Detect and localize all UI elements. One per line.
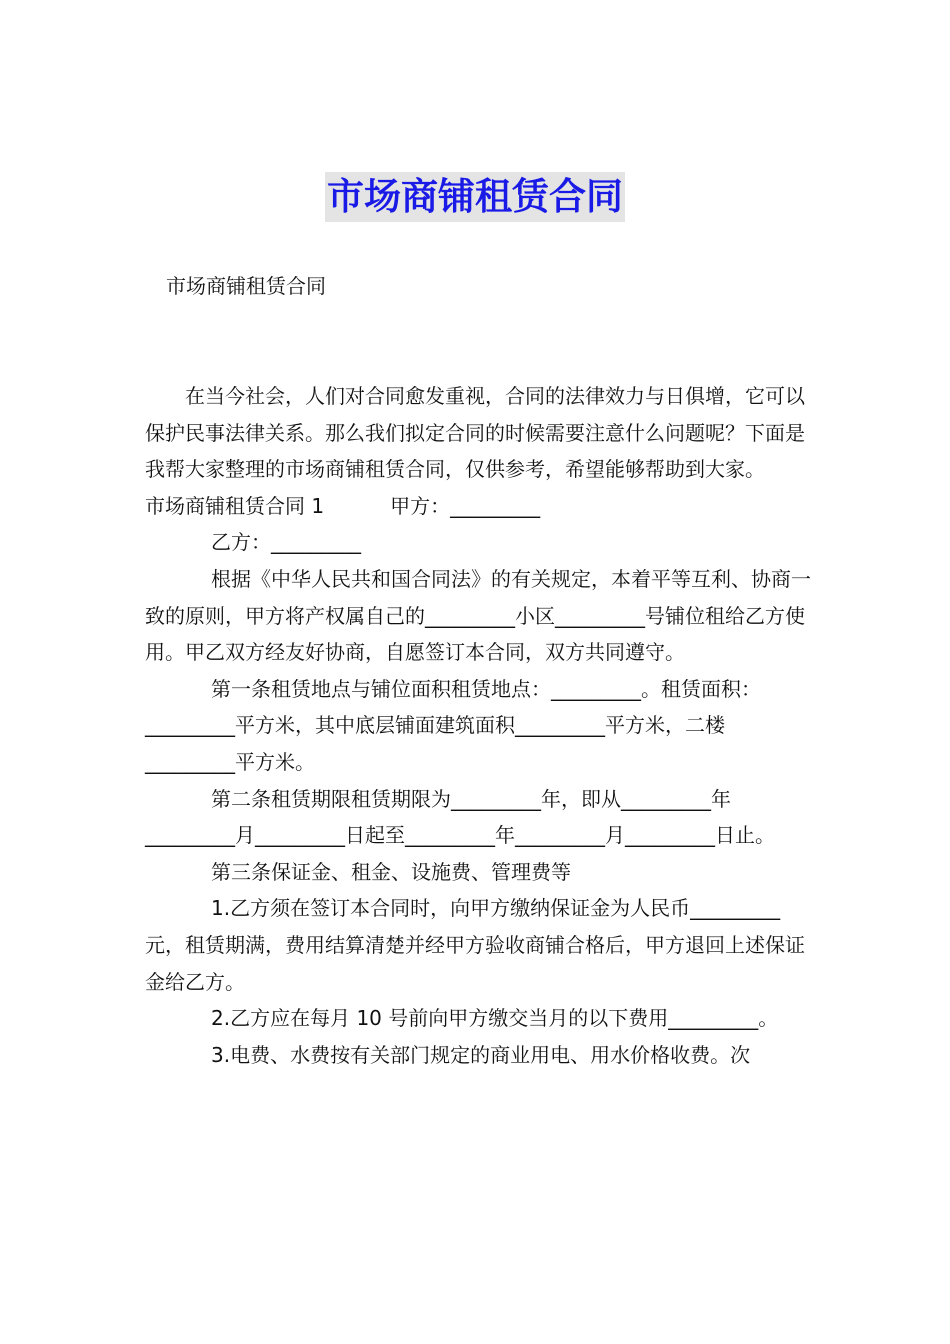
article-3-item-1: 1.乙方须在签订本合同时，向甲方缴纳保证金为人民币_________元，租赁期满，费用结算清楚并经甲方验收商铺合格后，甲方退回上述保证金给乙方。: [145, 896, 805, 994]
article-1-paragraph: 第一条租赁地点与铺位面积租赁地点：_________。租赁面积：_________平方米，其中底层铺面建筑面积_________平方米，二楼_________平方米。: [145, 676, 761, 774]
party-a-line: 甲方：_________: [390, 493, 541, 518]
party-b-row: [145, 524, 813, 561]
title-container: [0, 172, 950, 222]
preamble-paragraph: 根据《中华人民共和国合同法》的有关规定，本着平等互利、协商一致的原则，甲方将产权属自己的_________小区_________号铺位租给乙方使用。甲乙双方经友好协商，自愿签订本合同，双方共同遵守。: [145, 566, 811, 665]
article-3-item-2: 2.乙方应在每月 10 号前向甲方缴交当月的以下费用_________。: [211, 1006, 779, 1031]
intro-paragraph: 在当今社会，人们对合同愈发重视，合同的法律效力与日俱增，它可以保护民事法律关系。那么我们拟定合同的时候需要注意什么问题呢？下面是我帮大家整理的市场商铺租赁合同，仅供参考，希望能够帮助到大家。: [145, 384, 805, 482]
article-2-paragraph: 第二条租赁期限租赁期限为_________年，即从_________年_________月_________日起至_________年_________月_________日止。: [145, 786, 775, 848]
article-3-item-3: 3.电费、水费按有关部门规定的商业用电、用水价格收费。次: [211, 1042, 751, 1067]
contract-heading-line: [145, 488, 813, 525]
document-body: [145, 378, 813, 1073]
party-b-line: 乙方：_________: [211, 530, 361, 555]
contract-heading: 市场商铺租赁合同 1: [145, 493, 325, 518]
document-title: 市场商铺租赁合同: [325, 172, 625, 222]
document-subtitle: 市场商铺租赁合同: [166, 274, 326, 298]
article-3-heading: 第三条保证金、租金、设施费、管理费等: [211, 859, 571, 884]
